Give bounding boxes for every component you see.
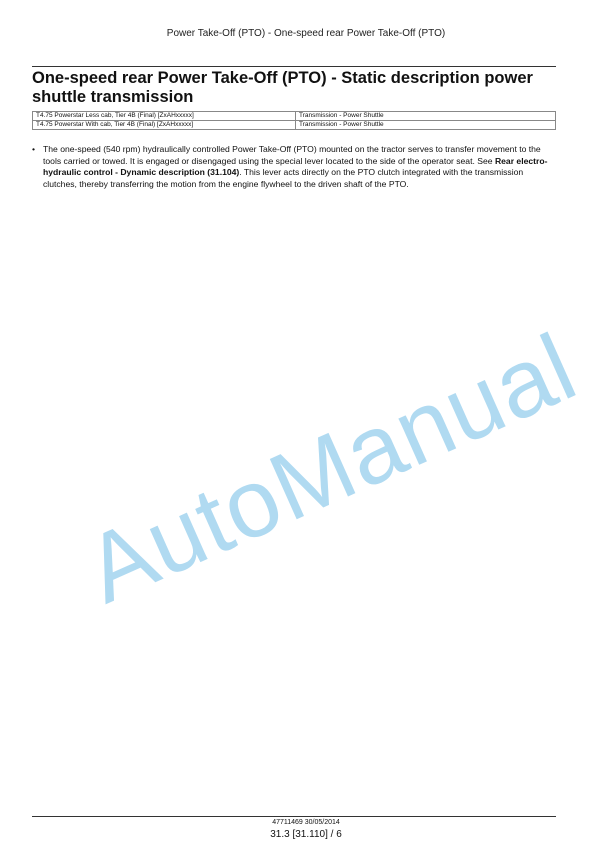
cross-reference-link[interactable]: Rear electro-hydraulic control - Dynamic description (31.104) bbox=[43, 155, 548, 178]
footer-page-reference: 31.3 [31.110] / 6 bbox=[270, 829, 342, 840]
title-divider bbox=[32, 66, 556, 67]
footer-doc-code: 47711469 30/05/2014 bbox=[272, 819, 340, 826]
table-cell-model: T4.75 Powerstar With cab, Tier 4B (Final) [ZxAHxxxxx] bbox=[33, 121, 296, 130]
description-item bbox=[32, 144, 558, 190]
watermark: AutoManual bbox=[70, 313, 592, 624]
bullet-marker: • bbox=[32, 144, 36, 154]
table-row bbox=[33, 121, 556, 130]
description-list bbox=[32, 144, 558, 190]
table-cell-system: Transmission - Power Shuttle bbox=[296, 121, 556, 130]
footer-divider bbox=[32, 816, 556, 817]
model-applicability-table bbox=[32, 111, 556, 130]
table-cell-model: T4.75 Powerstar Less cab, Tier 4B (Final) [ZxAHxxxxx] bbox=[33, 112, 296, 121]
description-text-part2: . This lever acts directly on the PTO clutch integrated with the transmission clutches, thereby transferring the motion from the engine flywheel to the driven shaft of the PTO. bbox=[43, 167, 524, 189]
table-row bbox=[33, 112, 556, 121]
section-title: One-speed rear Power Take-Off (PTO) - Static description power shuttle transmission bbox=[32, 69, 533, 106]
description-text-part1: The one-speed (540 rpm) hydraulically controlled Power Take-Off (PTO) mounted on the tractor serves to transfer movement to the tools carried or towed. It is engaged or disengaged using the special lever located to the side of the operator seat. See bbox=[43, 144, 541, 166]
running-header: Power Take-Off (PTO) - One-speed rear Power Take-Off (PTO) bbox=[166, 28, 446, 39]
table-cell-system: Transmission - Power Shuttle bbox=[296, 112, 556, 121]
